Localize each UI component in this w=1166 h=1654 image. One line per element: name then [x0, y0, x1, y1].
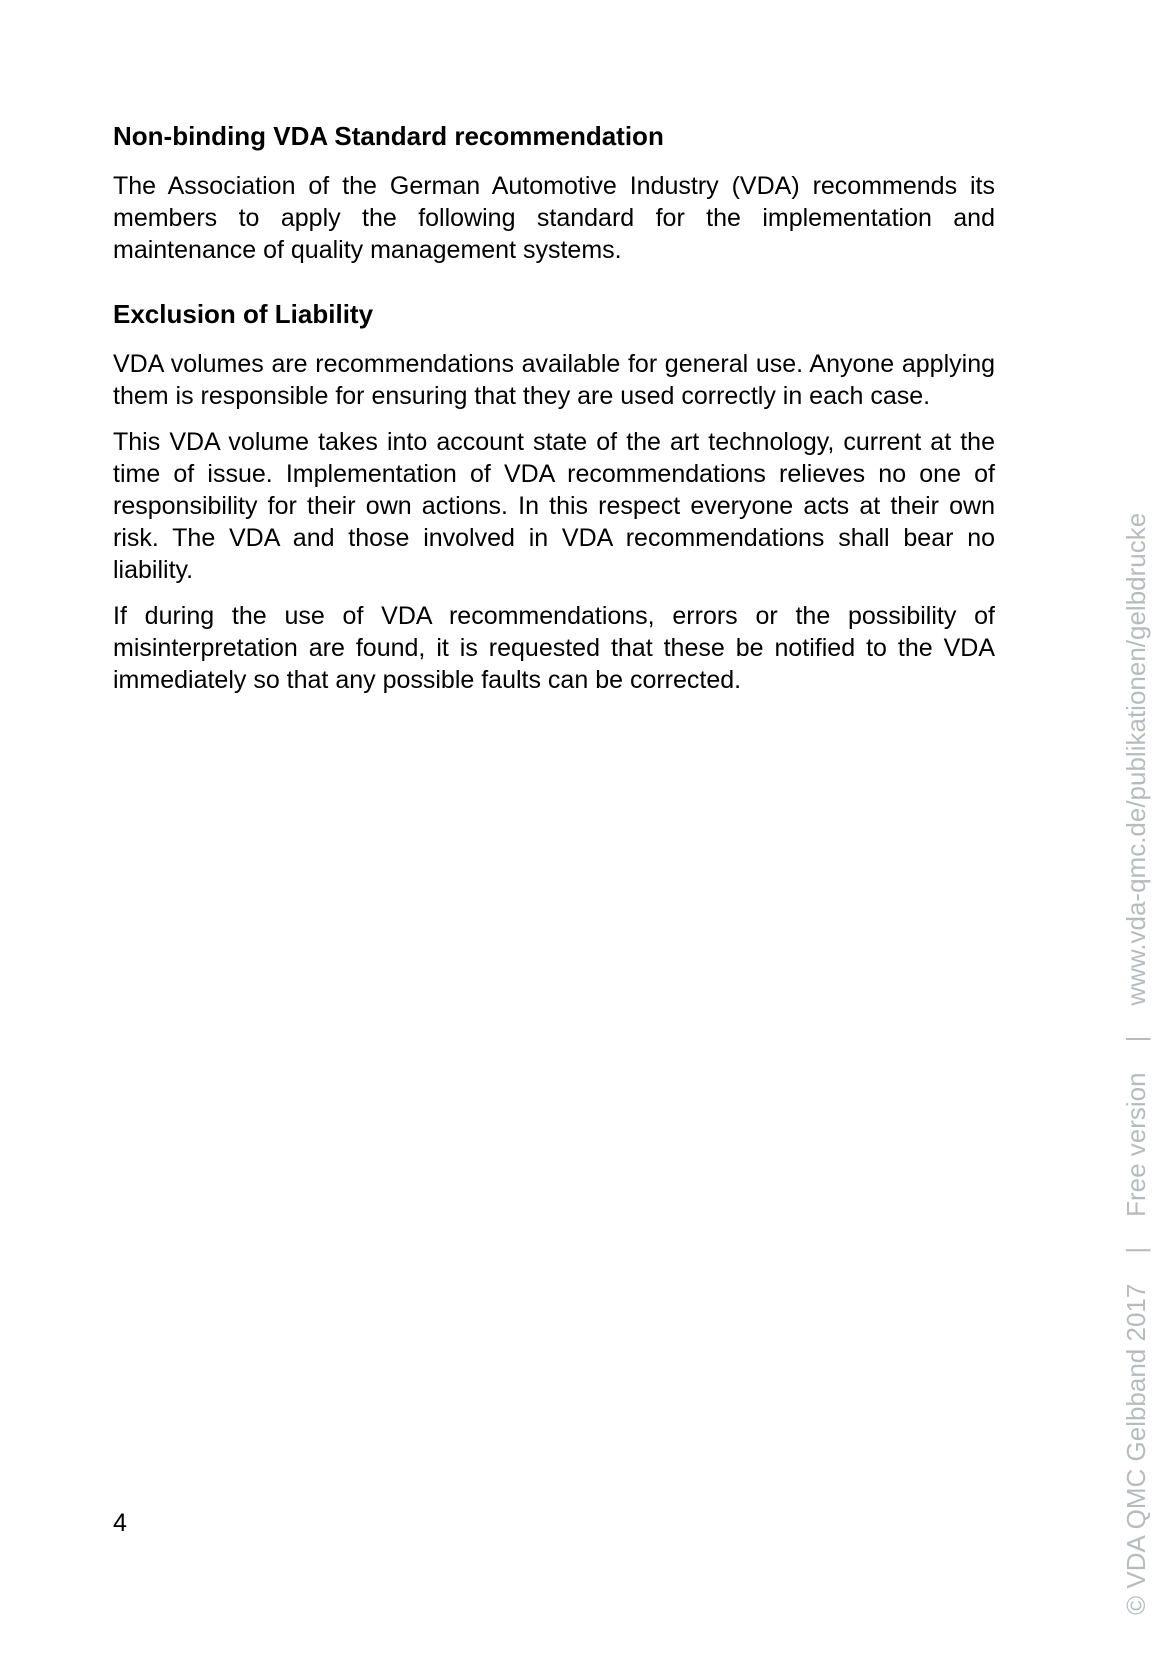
paragraph-association-recommends: The Association of the German Automotive Industry (VDA) recommends its members to apply the following standard for the implementation and maintenance of quality management systems. — [113, 172, 995, 264]
publisher-url: www.vda-qmc.de/publikationen/gelbdrucke — [1121, 512, 1151, 1006]
heading-exclusion-of-liability: Exclusion of Liability — [113, 299, 374, 329]
paragraph-state-of-the-art: This VDA volume takes into account state of the art technology, current at the time of issue. Implementation of VDA recommendations relieves no one of responsibility for their own actions. In this respect everyone acts at their own risk. The VDA and those involved in VDA recommendations shall bear no liability. — [113, 428, 995, 584]
separator-pipe: | — [1121, 1246, 1151, 1254]
paragraph-error-notification: If during the use of VDA recommendations, errors or the possibility of misinterpretation are found, it is requested that these be notified to the VDA immediately so that any possible faults can be corrected. — [113, 602, 995, 694]
copyright-text: © VDA QMC Gelbband 2017 — [1121, 1283, 1151, 1615]
page-content — [113, 120, 995, 710]
heading-non-binding-recommendation: Non-binding VDA Standard recommendation — [113, 121, 664, 151]
free-version-label: Free version — [1121, 1072, 1151, 1217]
page-number: 4 — [113, 1509, 127, 1537]
watermark-sidebar — [1120, 513, 1152, 1615]
paragraph-vda-volumes: VDA volumes are recommendations available for general use. Anyone applying them is responsible for ensuring that they are used correctly in each case. — [113, 350, 995, 410]
separator-pipe: | — [1121, 1035, 1151, 1043]
